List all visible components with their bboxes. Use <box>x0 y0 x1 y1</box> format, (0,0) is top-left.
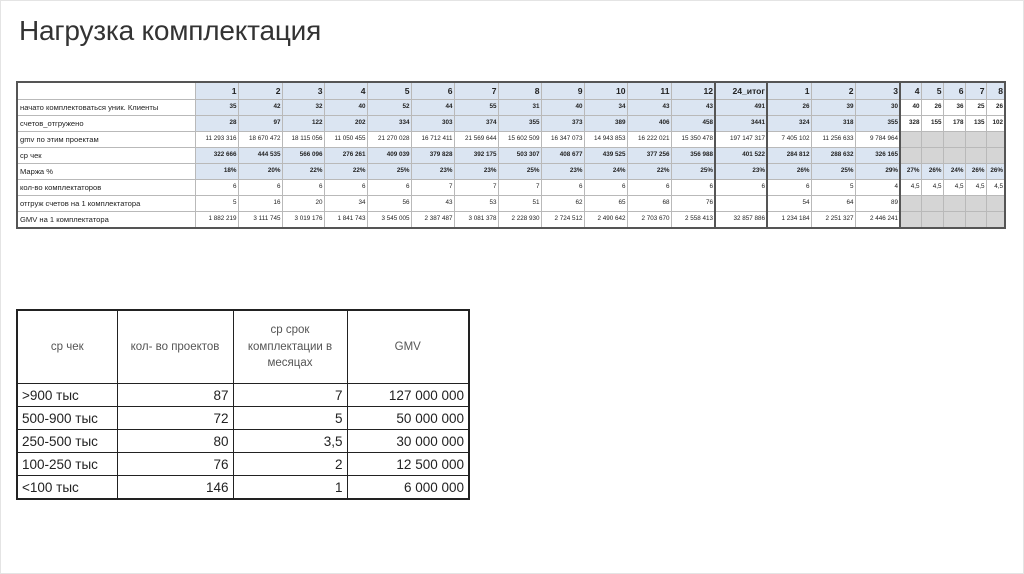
table-cell: 4,5 <box>921 180 943 196</box>
row-label: gmv по этим проектам <box>17 132 195 148</box>
header-cell: 9 <box>541 82 584 100</box>
table-cell: 16 347 073 <box>541 132 584 148</box>
table-cell <box>715 196 767 212</box>
summary-value-cell: 72 <box>117 407 233 430</box>
table-cell: 64 <box>811 196 855 212</box>
row-label: счетов_отгружено <box>17 116 195 132</box>
header-cell: 24_итог <box>715 82 767 100</box>
table-cell: 2 251 327 <box>811 212 855 229</box>
header-cell: 3 <box>855 82 900 100</box>
table-cell: 6 <box>324 180 367 196</box>
table-cell: 32 857 886 <box>715 212 767 229</box>
table-cell: 16 222 021 <box>627 132 671 148</box>
table-cell: 26% <box>986 164 1005 180</box>
table-cell <box>921 148 943 164</box>
summary-value-cell: 7 <box>233 384 347 407</box>
table-cell <box>900 212 921 229</box>
table-cell: 15 602 509 <box>498 132 541 148</box>
table-cell: 25% <box>671 164 715 180</box>
table-cell: 18 670 472 <box>238 132 282 148</box>
table-cell: 23% <box>411 164 454 180</box>
table-cell: 89 <box>855 196 900 212</box>
table-cell <box>986 212 1005 229</box>
table-cell: 7 <box>411 180 454 196</box>
table-cell: 40 <box>324 100 367 116</box>
table-cell <box>986 148 1005 164</box>
summary-header-cell: GMV <box>347 310 469 384</box>
table-cell: 326 165 <box>855 148 900 164</box>
header-cell: 4 <box>324 82 367 100</box>
row-label: Маржа % <box>17 164 195 180</box>
table-cell: 76 <box>671 196 715 212</box>
page-title: Нагрузка комплектация <box>19 15 322 46</box>
header-cell: 10 <box>584 82 627 100</box>
summary-value-cell: 2 <box>233 453 347 476</box>
table-cell: 16 712 411 <box>411 132 454 148</box>
table-cell: 43 <box>411 196 454 212</box>
summary-row <box>17 384 469 407</box>
header-cell: 7 <box>965 82 986 100</box>
table-cell: 31 <box>498 100 541 116</box>
table-cell: 7 405 102 <box>767 132 811 148</box>
table-cell <box>943 132 965 148</box>
header-cell: 5 <box>921 82 943 100</box>
table-cell: 406 <box>627 116 671 132</box>
row-label: отгруж счетов на 1 комплектатора <box>17 196 195 212</box>
table-cell: 26 <box>921 100 943 116</box>
table-cell: 2 703 670 <box>627 212 671 229</box>
table-cell: 401 522 <box>715 148 767 164</box>
header-corner-cell <box>17 82 195 100</box>
table-cell: 373 <box>541 116 584 132</box>
header-cell: 6 <box>943 82 965 100</box>
table-cell: 20% <box>238 164 282 180</box>
summary-value-cell: 87 <box>117 384 233 407</box>
table-cell: 6 <box>282 180 324 196</box>
table-cell: 24% <box>943 164 965 180</box>
table-cell: 1 841 743 <box>324 212 367 229</box>
table-cell: 155 <box>921 116 943 132</box>
header-cell: 1 <box>195 82 238 100</box>
table-cell: 42 <box>238 100 282 116</box>
table-cell: 34 <box>324 196 367 212</box>
table-cell: 56 <box>367 196 411 212</box>
summary-range-cell: 100-250 тыс <box>17 453 117 476</box>
table-cell: 379 828 <box>411 148 454 164</box>
table-cell: 392 175 <box>454 148 498 164</box>
table-cell: 25% <box>811 164 855 180</box>
table-cell: 2 724 512 <box>541 212 584 229</box>
table-cell: 55 <box>454 100 498 116</box>
table-cell: 26% <box>921 164 943 180</box>
table-cell: 28 <box>195 116 238 132</box>
header-cell: 8 <box>986 82 1005 100</box>
header-cell: 1 <box>767 82 811 100</box>
table-cell: 2 490 642 <box>584 212 627 229</box>
table-cell: 322 666 <box>195 148 238 164</box>
table-cell: 5 <box>195 196 238 212</box>
summary-value-cell: 1 <box>233 476 347 500</box>
table-cell: 4,5 <box>943 180 965 196</box>
header-cell: 3 <box>282 82 324 100</box>
table-cell: 36 <box>943 100 965 116</box>
table-cell <box>965 148 986 164</box>
table-cell: 14 943 853 <box>584 132 627 148</box>
table-cell: 135 <box>965 116 986 132</box>
table-cell: 97 <box>238 116 282 132</box>
header-cell: 2 <box>811 82 855 100</box>
row-label: GMV на 1 комплектатора <box>17 212 195 229</box>
table-cell: 52 <box>367 100 411 116</box>
table-cell: 23% <box>541 164 584 180</box>
summary-header-cell: кол- во проектов <box>117 310 233 384</box>
table-cell: 18 115 056 <box>282 132 324 148</box>
table-header-row <box>17 82 1005 100</box>
table-cell: 6 <box>195 180 238 196</box>
table-cell: 40 <box>541 100 584 116</box>
table-cell <box>900 196 921 212</box>
table-cell <box>921 196 943 212</box>
table-cell: 18% <box>195 164 238 180</box>
table-cell: 334 <box>367 116 411 132</box>
table-cell: 197 147 317 <box>715 132 767 148</box>
table-cell: 53 <box>454 196 498 212</box>
table-cell: 2 558 413 <box>671 212 715 229</box>
summary-value-cell: 6 000 000 <box>347 476 469 500</box>
summary-range-cell: <100 тыс <box>17 476 117 500</box>
table-cell: 27% <box>900 164 921 180</box>
table-cell: 2 446 241 <box>855 212 900 229</box>
table-cell: 324 <box>767 116 811 132</box>
table-cell: 6 <box>767 180 811 196</box>
table-cell: 35 <box>195 100 238 116</box>
summary-range-cell: >900 тыс <box>17 384 117 407</box>
table-cell: 284 812 <box>767 148 811 164</box>
table-cell <box>943 148 965 164</box>
table-cell: 21 569 644 <box>454 132 498 148</box>
table-cell: 15 350 478 <box>671 132 715 148</box>
table-cell: 7 <box>498 180 541 196</box>
table-row <box>17 148 1005 164</box>
table-cell: 356 988 <box>671 148 715 164</box>
row-label: начато комплектоваться уник. Клиенты <box>17 100 195 116</box>
table-cell: 26% <box>965 164 986 180</box>
table-cell: 29% <box>855 164 900 180</box>
table-cell <box>943 196 965 212</box>
table-cell: 3 545 005 <box>367 212 411 229</box>
header-cell: 5 <box>367 82 411 100</box>
table-cell: 22% <box>282 164 324 180</box>
table-cell: 51 <box>498 196 541 212</box>
summary-value-cell: 30 000 000 <box>347 430 469 453</box>
summary-value-cell: 5 <box>233 407 347 430</box>
table-cell: 374 <box>454 116 498 132</box>
table-cell: 54 <box>767 196 811 212</box>
table-cell: 288 632 <box>811 148 855 164</box>
table-cell: 1 882 219 <box>195 212 238 229</box>
table-cell <box>986 196 1005 212</box>
table-cell: 25% <box>367 164 411 180</box>
summary-value-cell: 146 <box>117 476 233 500</box>
summary-table <box>16 309 470 500</box>
table-cell: 491 <box>715 100 767 116</box>
table-cell <box>965 212 986 229</box>
summary-range-cell: 250-500 тыс <box>17 430 117 453</box>
table-cell: 6 <box>367 180 411 196</box>
table-cell <box>943 212 965 229</box>
summary-value-cell: 50 000 000 <box>347 407 469 430</box>
row-label: ср чек <box>17 148 195 164</box>
table-row <box>17 212 1005 229</box>
table-cell: 503 307 <box>498 148 541 164</box>
table-cell: 23% <box>454 164 498 180</box>
table-cell: 566 096 <box>282 148 324 164</box>
summary-value-cell: 127 000 000 <box>347 384 469 407</box>
table-cell: 21 270 028 <box>367 132 411 148</box>
load-table <box>16 81 1006 229</box>
table-cell: 26 <box>767 100 811 116</box>
table-cell: 355 <box>855 116 900 132</box>
table-cell: 439 525 <box>584 148 627 164</box>
table-cell: 202 <box>324 116 367 132</box>
summary-value-cell: 3,5 <box>233 430 347 453</box>
table-cell: 3 081 378 <box>454 212 498 229</box>
table-row <box>17 100 1005 116</box>
table-cell: 34 <box>584 100 627 116</box>
table-cell: 22% <box>324 164 367 180</box>
summary-header-cell: ср срок комплектации в месяцах <box>233 310 347 384</box>
summary-row <box>17 476 469 500</box>
table-cell: 23% <box>715 164 767 180</box>
table-cell: 4,5 <box>986 180 1005 196</box>
table-cell: 11 256 633 <box>811 132 855 148</box>
table-cell: 25 <box>965 100 986 116</box>
table-cell: 7 <box>454 180 498 196</box>
table-cell: 377 256 <box>627 148 671 164</box>
header-cell: 2 <box>238 82 282 100</box>
table-cell: 389 <box>584 116 627 132</box>
row-label: кол-во комплектаторов <box>17 180 195 196</box>
table-cell: 6 <box>671 180 715 196</box>
table-cell: 6 <box>541 180 584 196</box>
table-cell: 1 234 184 <box>767 212 811 229</box>
table-cell: 20 <box>282 196 324 212</box>
header-cell: 11 <box>627 82 671 100</box>
summary-row <box>17 453 469 476</box>
table-cell: 24% <box>584 164 627 180</box>
header-cell: 8 <box>498 82 541 100</box>
table-cell: 26 <box>986 100 1005 116</box>
table-cell: 2 228 930 <box>498 212 541 229</box>
table-cell: 328 <box>900 116 921 132</box>
table-row <box>17 132 1005 148</box>
summary-value-cell: 76 <box>117 453 233 476</box>
table-cell: 444 535 <box>238 148 282 164</box>
table-cell: 9 784 964 <box>855 132 900 148</box>
table-cell <box>986 132 1005 148</box>
table-cell: 3 019 176 <box>282 212 324 229</box>
header-cell: 12 <box>671 82 715 100</box>
table-cell: 22% <box>627 164 671 180</box>
summary-row <box>17 430 469 453</box>
table-cell: 43 <box>627 100 671 116</box>
table-cell: 39 <box>811 100 855 116</box>
table-cell: 43 <box>671 100 715 116</box>
table-cell: 5 <box>811 180 855 196</box>
table-row <box>17 164 1005 180</box>
summary-range-cell: 500-900 тыс <box>17 407 117 430</box>
table-cell: 6 <box>584 180 627 196</box>
table-cell: 408 677 <box>541 148 584 164</box>
summary-value-cell: 12 500 000 <box>347 453 469 476</box>
table-cell: 16 <box>238 196 282 212</box>
table-cell: 2 387 487 <box>411 212 454 229</box>
table-cell: 44 <box>411 100 454 116</box>
table-cell <box>900 148 921 164</box>
header-cell: 7 <box>454 82 498 100</box>
table-cell: 65 <box>584 196 627 212</box>
table-cell: 122 <box>282 116 324 132</box>
table-row <box>17 180 1005 196</box>
summary-header-cell: ср чек <box>17 310 117 384</box>
table-cell: 68 <box>627 196 671 212</box>
table-cell <box>921 212 943 229</box>
table-cell: 4,5 <box>965 180 986 196</box>
table-cell: 102 <box>986 116 1005 132</box>
table-cell: 26% <box>767 164 811 180</box>
summary-value-cell: 80 <box>117 430 233 453</box>
table-cell: 276 261 <box>324 148 367 164</box>
table-cell <box>921 132 943 148</box>
table-cell: 32 <box>282 100 324 116</box>
table-cell <box>900 132 921 148</box>
summary-row <box>17 407 469 430</box>
table-cell: 4,5 <box>900 180 921 196</box>
table-cell: 62 <box>541 196 584 212</box>
table-cell: 11 050 455 <box>324 132 367 148</box>
table-cell: 409 039 <box>367 148 411 164</box>
table-cell: 40 <box>900 100 921 116</box>
table-cell <box>965 132 986 148</box>
table-cell: 25% <box>498 164 541 180</box>
table-cell: 318 <box>811 116 855 132</box>
table-cell: 6 <box>715 180 767 196</box>
table-cell: 3441 <box>715 116 767 132</box>
table-cell: 6 <box>627 180 671 196</box>
table-row <box>17 116 1005 132</box>
table-cell: 30 <box>855 100 900 116</box>
header-cell: 6 <box>411 82 454 100</box>
table-cell: 6 <box>238 180 282 196</box>
table-cell <box>965 196 986 212</box>
table-cell: 303 <box>411 116 454 132</box>
table-cell: 3 111 745 <box>238 212 282 229</box>
table-cell: 458 <box>671 116 715 132</box>
header-cell: 4 <box>900 82 921 100</box>
table-cell: 11 293 316 <box>195 132 238 148</box>
table-row <box>17 196 1005 212</box>
table-cell: 355 <box>498 116 541 132</box>
table-cell: 4 <box>855 180 900 196</box>
table-cell: 178 <box>943 116 965 132</box>
summary-header-row <box>17 310 469 384</box>
